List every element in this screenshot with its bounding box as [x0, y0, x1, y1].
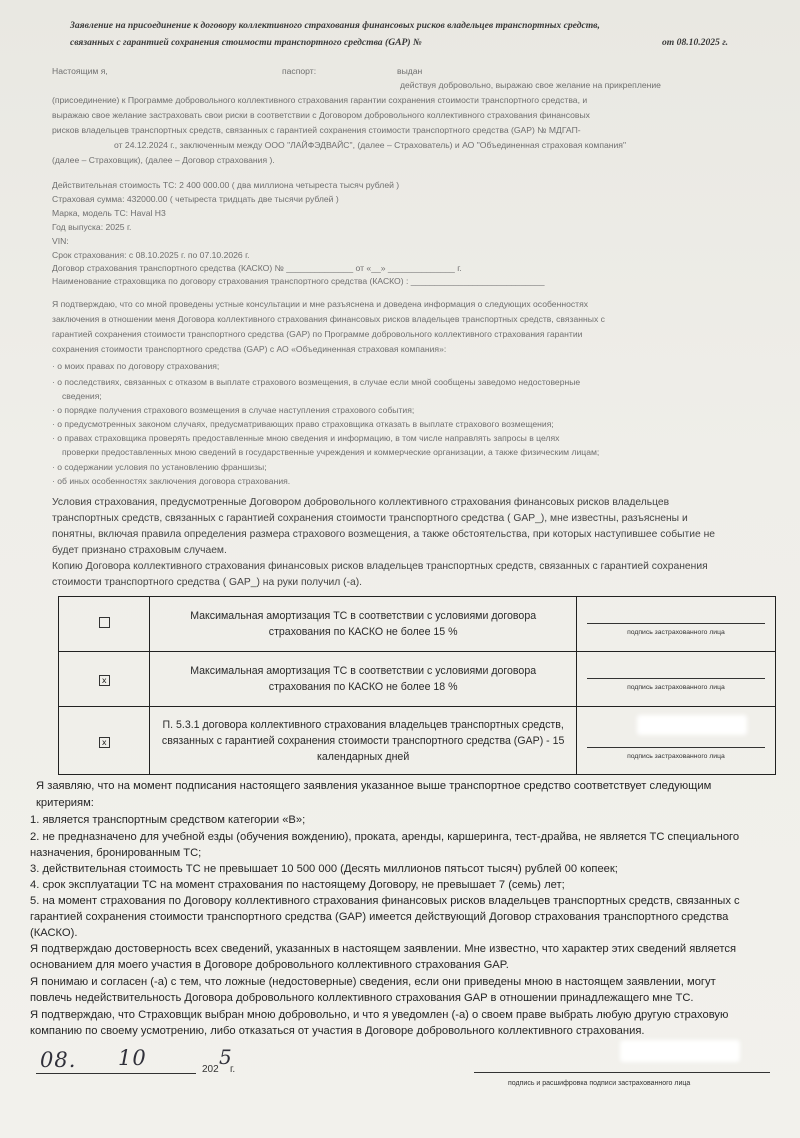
checkbox-unchecked[interactable]: [99, 617, 110, 628]
handwritten-month: 10: [118, 1046, 147, 1070]
redacted-area: [620, 1040, 740, 1062]
intro-line-7: (далее – Страховщик), (далее – Договор страхования ).: [52, 155, 275, 165]
vehicle-kasko-insurer: Наименование страховщика по договору страхования транспортного средства (КАСКО) : ____________________________: [52, 276, 545, 286]
intro-issued-label: выдан: [397, 66, 423, 76]
option-text-line: П. 5.3.1 договора коллективного страхования владельцев транспортных средств,: [162, 718, 564, 731]
criterion-5: 5. на момент страхования по Договору коллективного страхования финансовых рисков владельцев транспортных средств, связанных с: [30, 895, 740, 907]
vehicle-make-model: Марка, модель ТС: Haval H3: [52, 208, 166, 218]
option-text-line: Максимальная амортизация ТС в соответствии с условиями договора: [190, 665, 537, 677]
intro-line-5: рисков владельцев транспортных средств, связанных с гарантией сохранения стоимости транспортного средства (GAP) № МДГАП-: [52, 125, 581, 135]
signature-line: [587, 623, 765, 624]
confirm-bullet-2: · о последствиях, связанных с отказом в выплате страхового возмещения, в случае если мной сообщены заведомо недостоверные: [52, 377, 581, 387]
option-text-line: календарных дней: [317, 750, 410, 763]
vehicle-vin: VIN:: [52, 236, 69, 246]
date-underline: [36, 1073, 196, 1074]
signature-caption: подпись застрахованного лица: [627, 753, 725, 760]
paragraph-2-cont: повлечь недействительность Договора добровольного коллективного страхования GAP в отношении принадлежащего мне ТС.: [30, 992, 694, 1004]
document-title-line1: Заявление на присоединение к договору коллективного страхования финансовых рисков владельцев транспортных средств,: [70, 20, 600, 31]
vehicle-actual-value: Действительная стоимость ТС: 2 400 000.00 ( два миллиона четыреста тысяч рублей ): [52, 180, 400, 190]
intro-line-4: выражаю свое желание застраховать свои риски в соответствии с Договором добровольного коллективного страхования финансовых: [52, 110, 590, 120]
criterion-1: 1. является транспортным средством категории «В»;: [30, 814, 306, 826]
intro-line-6: от 24.12.2024 г., заключенным между ООО "ЛАЙФЭДВАЙС", (далее – Страхователь) и АО "Объединенная страховая компания": [114, 140, 627, 150]
option-signature-cell[interactable]: [576, 597, 775, 652]
paragraph-3-cont: компанию по своему усмотрению, либо отказаться от участия в Договоре добровольного коллективного страхования.: [30, 1025, 645, 1037]
conditions-line-5: Копию Договора коллективного страхования финансовых рисков владельцев транспортных средств, связанных с гарантией сохранения: [52, 561, 708, 572]
option-checkbox-cell: [59, 597, 150, 652]
signature-caption: подпись и расшифровка подписи застрахованного лица: [508, 1080, 691, 1087]
conditions-line-1: Условия страхования, предусмотренные Договором добровольного коллективного страхования финансовых рисков владельцев: [52, 497, 670, 508]
criterion-2: 2. не предназначено для учебной езды (обучения вождению), проката, аренды, каршеринга, тест-драйва, не является ТС специального: [30, 831, 740, 843]
options-table: [58, 596, 776, 775]
handwritten-year: 5: [219, 1045, 233, 1069]
intro-applicant-label: Настоящим я,: [52, 66, 108, 76]
vehicle-insured-sum: Страховая сумма: 432000.00 ( четыреста тридцать две тысячи рублей ): [52, 194, 339, 204]
signature-line[interactable]: [474, 1072, 770, 1073]
checkbox-checked[interactable]: x: [99, 675, 110, 686]
option-text-line: Максимальная амортизация ТС в соответствии с условиями договора: [190, 610, 537, 622]
option-checkbox-cell: [59, 707, 150, 775]
confirm-line-4: сохранения стоимости транспортного средства (GAP) с АО «Объединенная страховая компания»:: [52, 344, 447, 354]
option-text: [150, 597, 576, 652]
conditions-line-3: понятны, включая правила определения размера страхового возмещения, а также обстоятельства, при которых наступившее событие не: [52, 529, 716, 540]
signature-line: [587, 747, 765, 748]
year-suffix: г.: [230, 1064, 236, 1075]
option-text: [150, 707, 576, 775]
option-text: [150, 652, 576, 707]
confirm-bullet-3: · о порядке получения страхового возмещения в случае наступления страхового события;: [52, 405, 415, 415]
intro-line-3: (присоединение) к Программе добровольного коллективного страхования гарантии сохранения стоимости транспортного средства, и: [52, 95, 588, 105]
option-signature-cell[interactable]: [576, 707, 775, 775]
confirm-line-2: заключения в отношении меня Договора коллективного страхования финансовых рисков владельцев транспортных средств, связанных с: [52, 314, 605, 324]
criterion-5-end: (КАСКО).: [30, 927, 78, 939]
option-text-line: страхования по КАСКО не более 15 %: [268, 626, 458, 638]
option-row: [59, 652, 776, 707]
year-prefix: 202: [202, 1064, 219, 1075]
declaration-line-1: Я заявляю, что на момент подписания настоящего заявления указанное выше транспортное средство соответствует следующим: [36, 780, 712, 792]
signature-caption: подпись застрахованного лица: [627, 629, 725, 636]
confirm-bullet-2-cont: сведения;: [62, 391, 102, 401]
option-row: [59, 707, 776, 775]
paragraph-2: Я понимаю и согласен (-а) с тем, что ложные (недостоверные) сведения, если они приведены мною в настоящем заявлении, могут: [30, 976, 716, 988]
paragraph-3: Я подтверждаю, что Страховщик выбран мною добровольно, и что я уведомлен (-а) о своем праве выбрать любую другую страховую: [30, 1009, 729, 1021]
redacted-area: [637, 715, 747, 735]
option-text-line: страхования по КАСКО не более 18 %: [268, 681, 458, 693]
paragraph-1-cont: основанием для моего участия в Договоре добровольного коллективного страхования GAP.: [30, 959, 509, 971]
conditions-line-4: будет признано страховым случаем.: [52, 545, 227, 556]
option-signature-cell[interactable]: [576, 652, 775, 707]
option-text-line: связанных с гарантией сохранения стоимости транспортного средства (GAP) - 15: [161, 734, 565, 747]
intro-passport-label: паспорт:: [282, 66, 317, 76]
vehicle-year: Год выпуска: 2025 г.: [52, 222, 132, 232]
signature-caption: подпись застрахованного лица: [627, 684, 725, 691]
confirm-bullet-7: · об иных особенностях заключения договора страхования.: [52, 476, 291, 486]
option-checkbox-cell: [59, 652, 150, 707]
paragraph-1: Я подтверждаю достоверность всех сведений, указанных в настоящем заявлении. Мне известно, что характер этих сведений является: [30, 943, 737, 955]
document-title-line2: связанных с гарантией сохранения стоимости транспортного средства (GAP) №: [70, 37, 422, 48]
criterion-4: 4. срок эксплуатации ТС на момент страхования по настоящему Договору, не превышает 7 (семь) лет;: [30, 879, 565, 891]
conditions-line-6: стоимости транспортного средства ( GAP_) на руки получил (-а).: [52, 577, 363, 588]
confirm-bullet-5: · о правах страховщика проверять предоставленные мною сведения и информацию, в том числе направлять запросы в целях: [52, 433, 560, 443]
declaration-line-2: критериям:: [36, 797, 94, 809]
vehicle-kasko-contract: Договор страхования транспортного средства (КАСКО) № ______________ от «__» ______________ г.: [52, 263, 462, 273]
option-row: [59, 597, 776, 652]
intro-line-2: действуя добровольно, выражаю свое желание на прикрепление: [400, 80, 661, 90]
confirm-line-3: гарантией сохранения стоимости транспортного средства (GAP) по Программе добровольного коллективного страхования гарантии: [52, 329, 583, 339]
confirm-line-1: Я подтверждаю, что со мной проведены устные консультации и мне разъяснена и доведена информация о следующих особенностях: [52, 299, 589, 309]
confirm-bullet-4: · о предусмотренных законом случаях, предусматривающих право страховщика отказать в выплате страхового возмещения;: [52, 419, 554, 429]
handwritten-day: 08.: [40, 1048, 77, 1072]
criterion-2-cont: назначения, бронированным ТС;: [30, 847, 202, 859]
criterion-3: 3. действительная стоимость ТС не превышает 10 500 000 (Десять миллионов пятьсот тысяч) рублей 00 копеек;: [30, 863, 618, 875]
confirm-bullet-5-cont: проверки предоставленных мною сведений в государственные учреждения и коммерческие организации, а также физическим лицам;: [62, 447, 600, 457]
vehicle-term: Срок страхования: с 08.10.2025 г. по 07.10.2026 г.: [52, 250, 250, 260]
document-date: от 08.10.2025 г.: [662, 37, 729, 48]
confirm-bullet-1: · о моих правах по договору страхования;: [52, 361, 220, 371]
criterion-5-cont: гарантией сохранения стоимости транспортного средства (GAP) имеется действующий Договор страхования транспортного средства: [30, 911, 729, 923]
signature-line: [587, 678, 765, 679]
checkbox-checked[interactable]: x: [99, 737, 110, 748]
conditions-line-2: транспортных средств, связанных с гарантией сохранения стоимости транспортного средства ( GAP_), мне известны, разъяснены и: [52, 513, 688, 524]
confirm-bullet-6: · о содержании условия по установлению франшизы;: [52, 462, 267, 472]
